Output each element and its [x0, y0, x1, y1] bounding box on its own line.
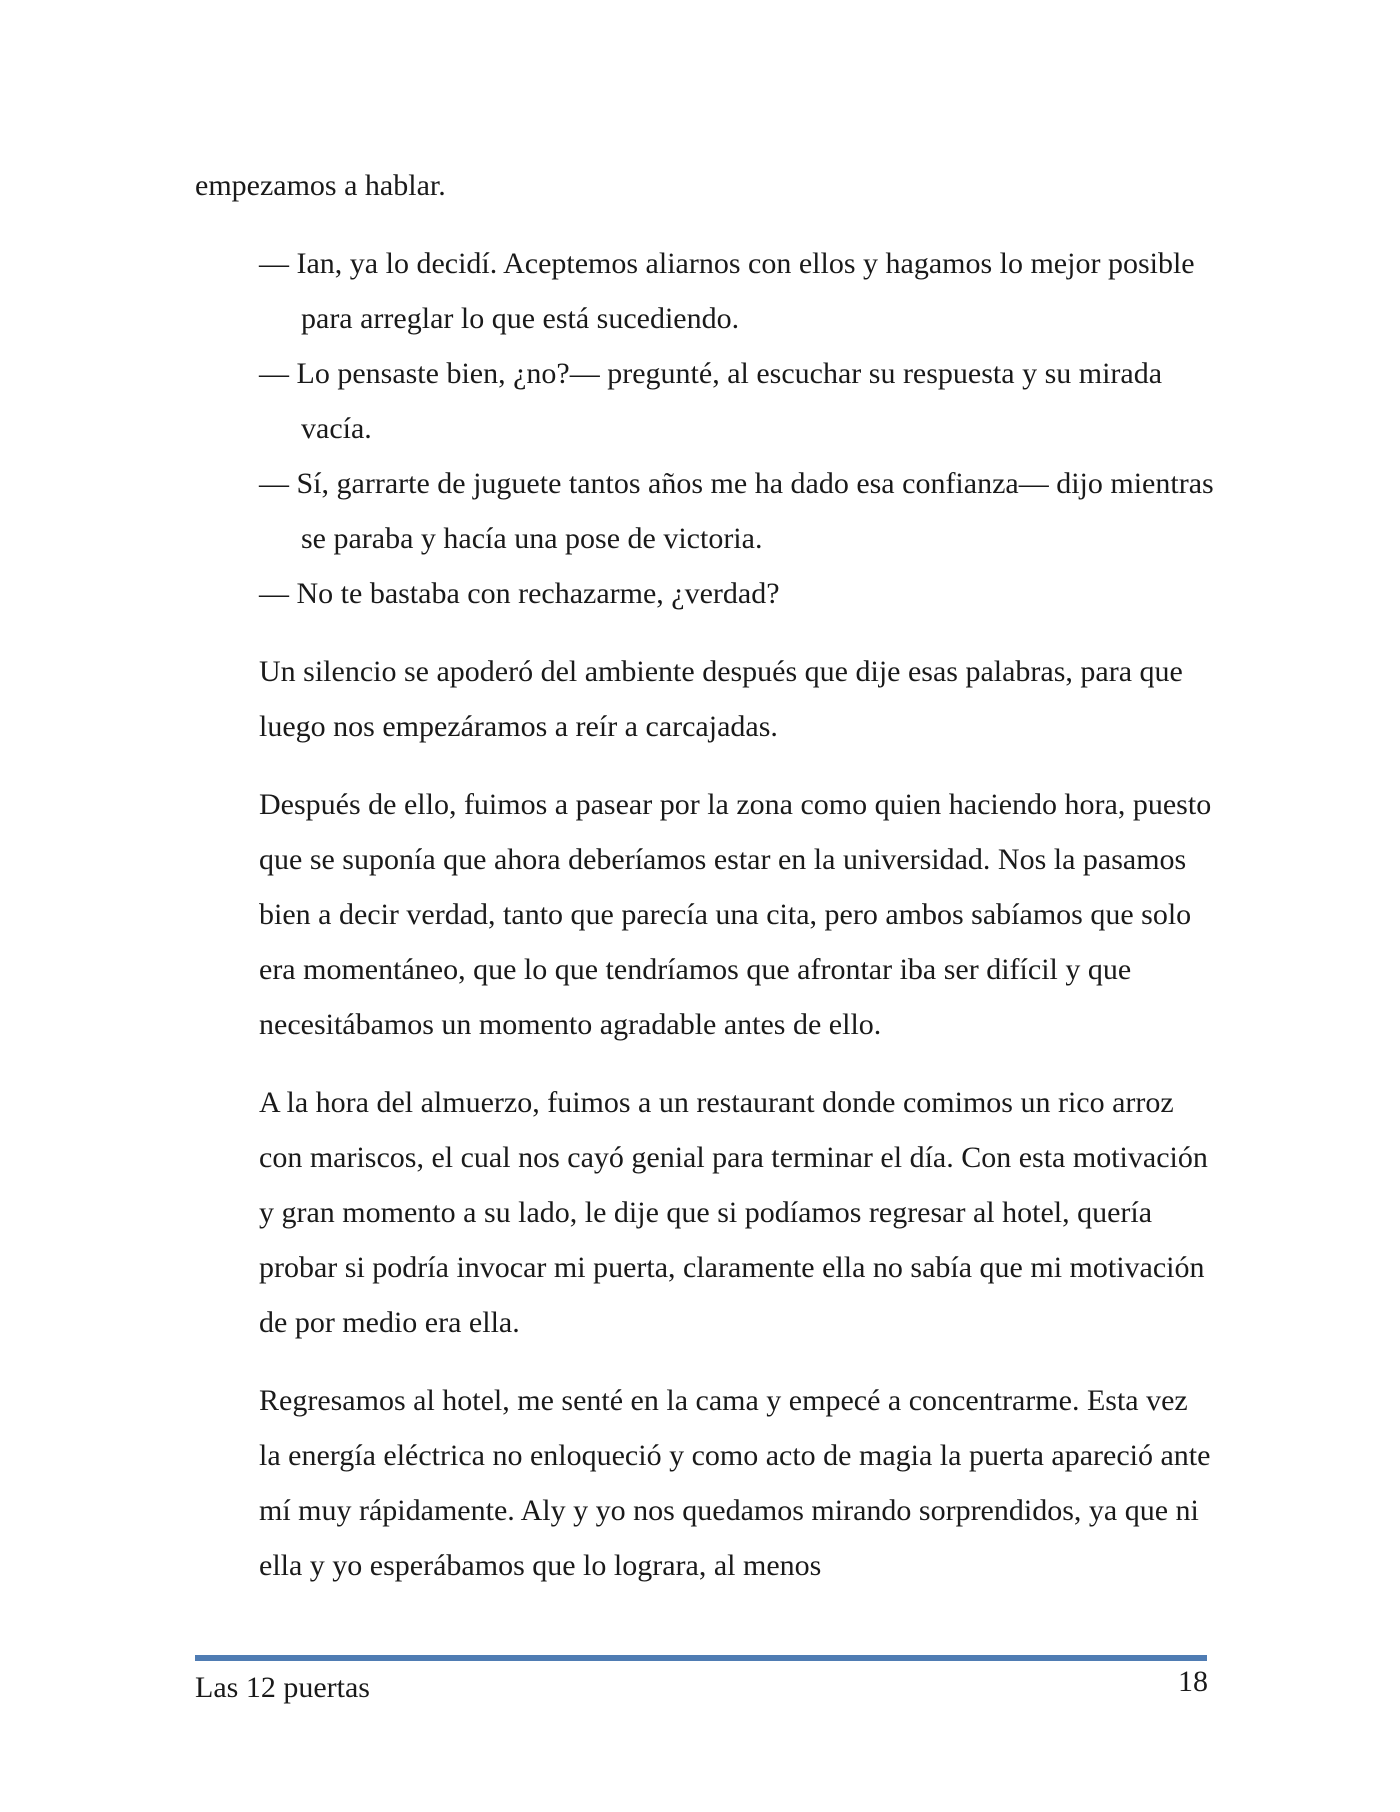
dialogue-line: — Ian, ya lo decidí. Aceptemos aliarnos con ellos y hagamos lo mejor posible para arreglar lo que está sucediendo.: [259, 247, 1195, 335]
paragraph: Un silencio se apoderó del ambiente después que dije esas palabras, para que luego nos empezáramos a reír a carcajadas.: [259, 655, 1183, 743]
lead-line: empezamos a hablar.: [195, 169, 446, 202]
body-text: [195, 158, 1215, 1616]
paragraph: Después de ello, fuimos a pasear por la zona como quien haciendo hora, puesto que se suponía que ahora deberíamos estar en la universidad. Nos la pasamos bien a decir verdad, tanto que parecía una cita, pero ambos sabíamos que solo era momentáneo, que lo que tendríamos que afrontar iba ser difícil y que necesitábamos un momento agradable antes de ello.: [259, 788, 1212, 1041]
dialogue-list: [259, 236, 1215, 621]
paragraph: A la hora del almuerzo, fuimos a un restaurant donde comimos un rico arroz con mariscos, el cual nos cayó genial para terminar el día. Con esta motivación y gran momento a su lado, le dije que si podíamos regresar al hotel, quería probar si podría invocar mi puerta, claramente ella no sabía que mi motivación de por medio era ella.: [259, 1086, 1208, 1339]
paragraph: Regresamos al hotel, me senté en la cama y empecé a concentrarme. Esta vez la energía eléctrica no enloqueció y como acto de magia la puerta apareció ante mí muy rápidamente. Aly y yo nos quedamos mirando sorprendidos, ya que ni ella y yo esperábamos que lo lograra, al menos: [259, 1384, 1211, 1582]
footer-rule: [195, 1655, 1207, 1661]
dialogue-line: — Sí, garrarte de juguete tantos años me ha dado esa confianza— dijo mientras se paraba y hacía una pose de victoria.: [259, 467, 1214, 555]
dialogue-line: — Lo pensaste bien, ¿no?— pregunté, al escuchar su respuesta y su mirada vacía.: [259, 357, 1163, 445]
footer-page-number: 18: [1178, 1665, 1208, 1698]
dialogue-line: — No te bastaba con rechazarme, ¿verdad?: [259, 577, 780, 610]
footer-book-title: Las 12 puertas: [195, 1671, 370, 1704]
